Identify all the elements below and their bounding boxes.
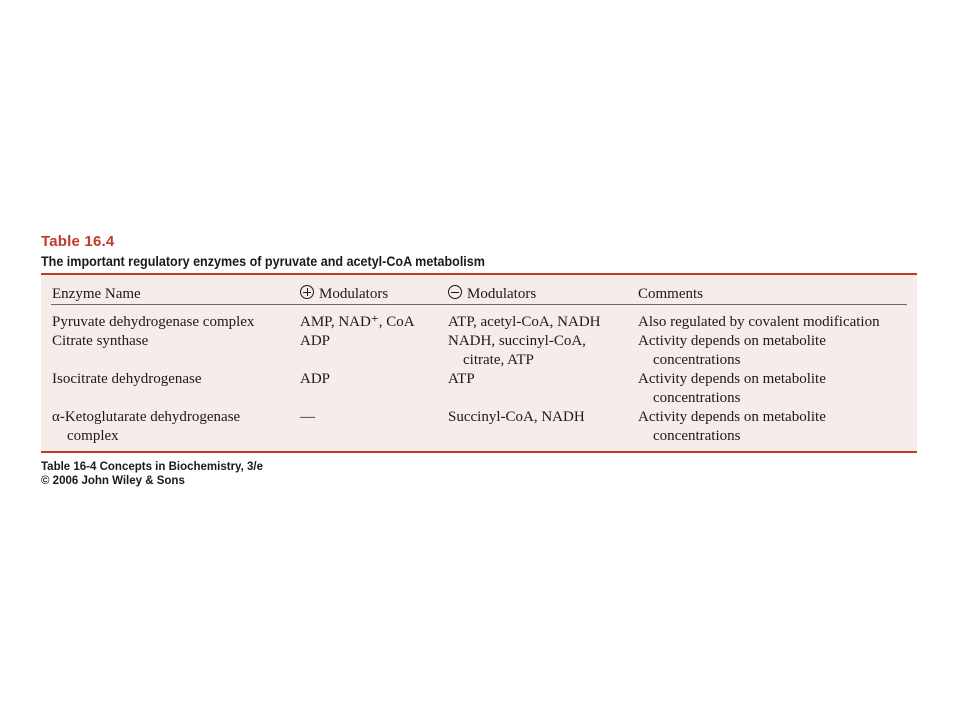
row-1-negative-line-1: ATP, acetyl-CoA, NADH [448,314,601,330]
row-4-enzyme-line-2: complex [67,428,119,444]
row-2-negative-line-2: citrate, ATP [463,352,534,368]
row-2-enzyme-line-1: Citrate synthase [52,333,149,349]
row-3-comments-line-1: Activity depends on metabolite [638,371,826,387]
row-2-comments-line-2: concentrations [653,352,741,368]
table-row-3-enzyme [52,370,202,389]
table-label: Table 16.4 [41,233,115,250]
credit-line-2: © 2006 John Wiley & Sons [41,475,185,487]
table-row-3-positive [300,370,330,389]
table-row-4-positive [300,408,315,427]
table-row-1-negative [448,313,600,332]
header-enzyme-name: Enzyme Name [52,286,141,302]
header-negative-label: Modulators [467,286,537,302]
table-row-1-enzyme [52,313,254,332]
row-4-positive-line-1: — [300,409,315,425]
table-row-2-comments [638,332,826,370]
table-row-3-comments [638,370,826,408]
row-4-comments-line-2: concentrations [653,428,741,444]
row-4-enzyme-line-1: α-Ketoglutarate dehydrogenase [52,409,241,425]
regulatory-enzymes-table [41,273,917,453]
circle-plus-icon [300,285,314,299]
row-3-positive-line-1: ADP [300,371,331,387]
circle-minus-icon [448,285,462,299]
table-row-1-comments [638,313,880,332]
row-4-negative-line-1: Succinyl-CoA, NADH [448,409,585,425]
row-4-comments-line-1: Activity depends on metabolite [638,409,826,425]
row-3-enzyme-line-1: Isocitrate dehydrogenase [52,371,202,387]
header-negative-modulators [448,285,536,304]
header-positive-modulators [300,285,388,304]
header-positive-label: Modulators [319,286,389,302]
header-rule [51,304,907,305]
row-1-comments-line-1: Also regulated by covalent modification [638,314,880,330]
row-2-positive-line-1: ADP [300,333,331,349]
row-3-comments-line-2: concentrations [653,390,741,406]
row-2-comments-line-1: Activity depends on metabolite [638,333,826,349]
table-title: The important regulatory enzymes of pyruvate and acetyl-CoA metabolism [41,254,485,269]
table-row-4-comments [638,408,826,446]
row-1-positive-line-1: AMP, NAD⁺, CoA [300,314,415,330]
row-3-negative-line-1: ATP [448,371,475,387]
table-row-2-enzyme [52,332,148,351]
table-row-1-positive [300,313,415,332]
credit-line-1: Table 16-4 Concepts in Biochemistry, 3/e [41,461,263,473]
table-row-4-negative [448,408,585,427]
header-comments: Comments [638,286,704,302]
table-row-2-positive [300,332,330,351]
row-1-enzyme-line-1: Pyruvate dehydrogenase complex [52,314,255,330]
row-2-negative-line-1: NADH, succinyl-CoA, [448,333,586,349]
table-row-4-enzyme [52,408,240,446]
table-row-2-negative [448,332,586,370]
table-row-3-negative [448,370,475,389]
